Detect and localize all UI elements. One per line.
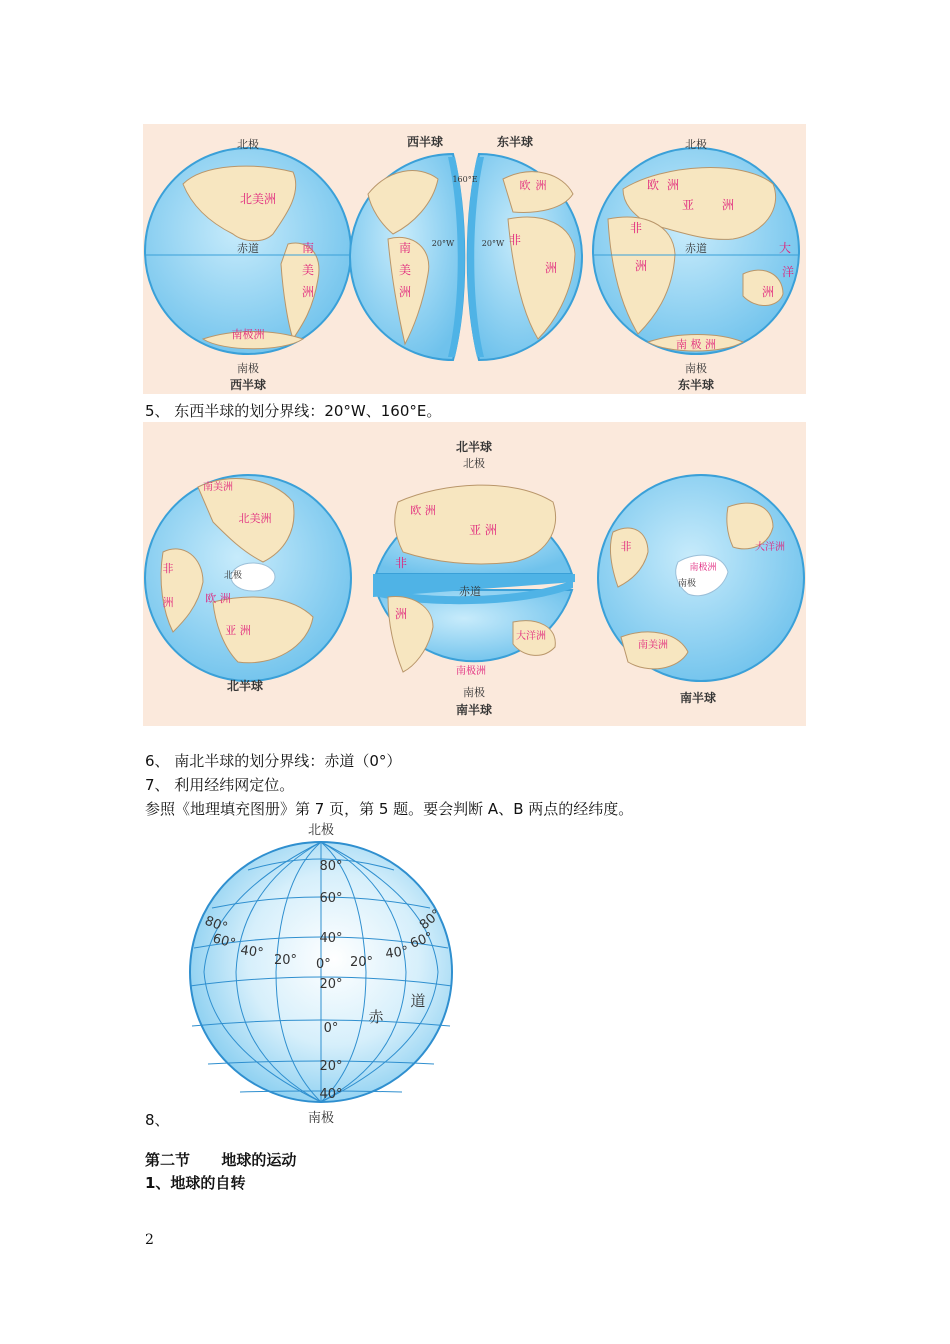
antarctica-label: 南极洲 [231,328,265,341]
lat-label-80: 80° [319,859,343,874]
asia-label-2: 洲 [721,198,735,212]
north-america-label-left: 北美洲 [238,512,272,525]
east-west-hemisphere-map [143,124,806,394]
meridian-20w-label-right: 20°W [481,239,505,248]
south-america-label-1: 南 [301,241,315,255]
mid-west-hemisphere-title: 西半球 [406,135,444,149]
antarctica-label-east: 南 极 洲 [676,338,716,351]
europe-label-2: 洲 [535,179,547,192]
graticule-south-pole-label: 南极 [307,1111,335,1126]
lat-label-20-south: 20° [319,1059,343,1074]
lon-label-left-60: 60° [210,931,238,952]
south-america-label-left: 南美洲 [203,482,233,493]
africa-label-mid-2: 洲 [544,261,558,275]
africa-label-east-1: 非 [629,221,643,235]
south-america-label-right: 南美洲 [638,640,668,651]
oceania-label-right: 大洋洲 [755,542,785,553]
lat-label-40-south: 40° [319,1087,343,1102]
north-pole-label-2: 北极 [463,457,485,470]
equator-label-mid: 赤道 [459,585,481,598]
mid-east-hemisphere-title: 东半球 [496,135,534,149]
equator-label-east: 赤道 [685,242,707,255]
south-pole-label-east: 南极 [685,362,707,375]
asia-label-left: 亚 洲 [225,624,251,637]
split-hemispheres-globe [350,154,582,360]
south-america-label-2: 美 [301,263,315,277]
oceania-label-3: 洲 [761,285,775,299]
caption-east-west-boundary: 5、 东西半球的划分界线：20°W、160°E。 [145,402,442,420]
europe-label-east-2: 洲 [666,178,680,192]
lon-label-zero: 0° [316,957,331,972]
equator-label: 赤道 [237,242,259,255]
meridian-20w-label-left: 20°W [431,239,455,248]
lon-label-left-80: 80° [202,913,230,936]
oceania-label-mid: 大洋洲 [516,631,546,642]
europe-label-1: 欧 [519,179,531,192]
lon-label-left-40: 40° [239,943,265,962]
lon-label-right-80: 80° [416,906,445,934]
asia-label-1: 亚 [681,198,695,212]
oceania-label-1: 大 [778,241,792,255]
africa-label-mid-1: 非 [508,233,522,247]
north-pole-label-left: 北极 [223,571,243,581]
north-hemisphere-title-top: 北半球 [455,440,493,454]
equator-label-char-2: 道 [410,992,426,1010]
equator-label-char-1: 赤 [368,1008,384,1026]
africa-label-east-2: 洲 [634,259,648,273]
meridian-160e-label: 160°E [452,175,478,184]
subsection-title: 1、地球的自转 [145,1174,246,1192]
south-hemisphere-title-right: 南半球 [679,691,717,705]
south-hemisphere-polar-globe [598,475,804,681]
africa-label-mid-2: 洲 [394,607,408,621]
hemisphere-figure-north-south [143,422,806,726]
lon-label-right-20: 20° [350,955,374,970]
antarctica-label-mid: 南极洲 [456,666,486,677]
antarctica-label-right: 南极洲 [689,563,717,573]
graticule-globe [180,818,465,1130]
south-pole-label-right: 南极 [677,579,697,589]
south-america-label-3: 洲 [301,285,315,299]
africa-label-mid: 非 [394,556,408,570]
south-america-mid-label-1: 南 [398,241,412,255]
lat-label-60: 60° [319,891,343,906]
reference-note: 参照《地理填充图册》第 7 页，第 5 题。要会判断 A、B 两点的经纬度。 [145,800,634,818]
north-hemisphere-title-left: 北半球 [226,679,264,693]
caption-north-south-boundary: 6、 南北半球的划分界线：赤道（0°） [145,752,402,770]
hemisphere-figure-east-west [143,124,806,394]
lat-label-0: 0° [323,1021,339,1036]
south-america-mid-label-3: 洲 [398,285,412,299]
north-south-split-globe [373,485,575,672]
eastern-hemisphere-title: 东半球 [677,378,715,392]
north-pole-label: 北极 [237,138,259,151]
north-pole-label-east: 北极 [685,138,707,151]
page-number: 2 [145,1232,154,1248]
europe-label-mid: 欧 洲 [410,504,436,517]
graticule-north-pole-label: 北极 [307,823,335,838]
europe-label-east-1: 欧 [646,178,660,192]
caption-graticule-location: 7、 利用经纬网定位。 [145,776,295,794]
africa-label-right: 非 [620,540,632,553]
europe-label-left: 欧 洲 [205,592,231,605]
africa-label-left-2: 洲 [162,596,174,609]
north-hemisphere-polar-globe [145,475,351,681]
south-hemisphere-title-bottom: 南半球 [455,703,493,717]
africa-label-left-1: 非 [162,562,174,575]
lon-label-right-60: 60° [408,929,436,952]
north-south-hemisphere-map [143,422,806,726]
north-america-label: 北美洲 [239,192,277,206]
south-america-mid-label-2: 美 [398,263,412,277]
asia-label-mid: 亚 洲 [469,523,497,537]
oceania-label-2: 洋 [781,265,795,279]
lat-label-20-north: 20° [319,977,343,992]
section-title: 第二节 地球的运动 [145,1151,297,1169]
lat-label-40: 40° [319,931,343,946]
lon-label-left-20: 20° [274,953,298,968]
lon-label-right-40: 40° [384,943,410,962]
western-hemisphere-title: 西半球 [229,378,267,392]
south-pole-label: 南极 [237,362,259,375]
south-pole-label-mid: 南极 [463,686,485,699]
item-8: 8、 [145,1111,170,1129]
